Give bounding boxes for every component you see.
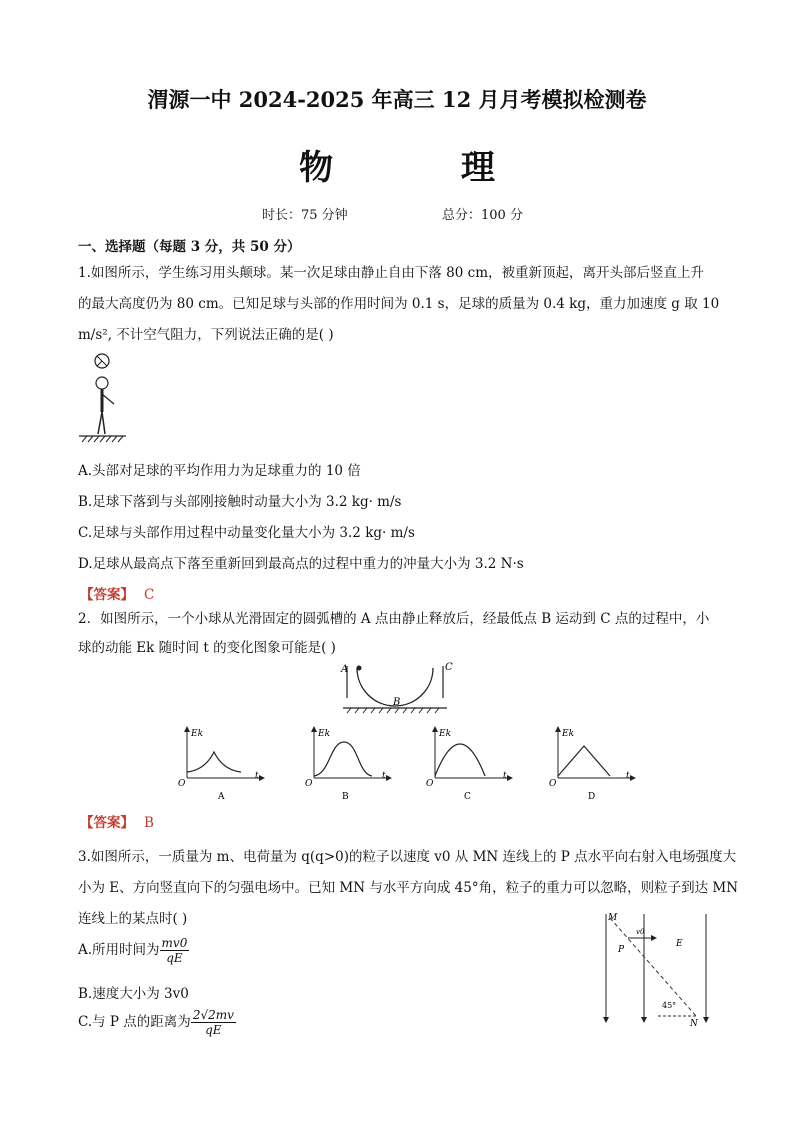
q1-line1: 1.如图所示，学生练习用头颠球。某一次足球由静止自由下落 80 cm，被重新顶起，离开头部后竖直上升 bbox=[78, 265, 705, 281]
graph-a-label: A bbox=[218, 792, 225, 802]
q2-answer bbox=[80, 811, 154, 831]
graph-d-ylabel: Ek bbox=[562, 729, 575, 739]
q2-graph-d bbox=[546, 726, 636, 802]
q3-option-c-prefix: C.与 P 点的距离为 bbox=[78, 1014, 191, 1030]
q1-line3: m/s², 不计空气阻力，下列说法正确的是( ) bbox=[78, 327, 334, 343]
graph-b-ylabel: Ek bbox=[318, 729, 331, 739]
subject-title: 物 理 bbox=[299, 148, 553, 188]
q3-option-c-numerator: 2√2mv bbox=[192, 1008, 234, 1022]
q2-graph-a bbox=[175, 726, 265, 802]
field-label-e: E bbox=[676, 939, 683, 949]
q3-option-c-denominator: qE bbox=[205, 1023, 222, 1037]
graph-d-origin: O bbox=[549, 779, 557, 789]
graph-c-label: C bbox=[464, 792, 471, 802]
field-label-m: M bbox=[608, 913, 618, 923]
field-label-angle: 45° bbox=[662, 1001, 677, 1010]
graph-a-ylabel: Ek bbox=[191, 729, 204, 739]
graph-b-xlabel: t bbox=[382, 771, 386, 781]
q2-answer-tag: 【答案】 bbox=[80, 815, 134, 831]
q1-answer bbox=[80, 583, 154, 603]
q3-option-a-numerator: mv0 bbox=[161, 936, 188, 950]
graph-a-xlabel: t bbox=[255, 771, 259, 781]
q3-option-a-prefix: A.所用时间为 bbox=[78, 942, 160, 958]
graph-d-label: D bbox=[588, 792, 596, 802]
graph-c-origin: O bbox=[426, 779, 434, 789]
q2-line2: 球的动能 Ek 随时间 t 的变化图象可能是( ) bbox=[78, 640, 336, 656]
q3-option-c bbox=[78, 1008, 236, 1037]
graph-a-origin: O bbox=[178, 779, 186, 789]
q3-option-a-fraction bbox=[160, 936, 190, 965]
bowl-label-a: A bbox=[341, 664, 349, 675]
bowl-label-b: B bbox=[393, 697, 401, 708]
q3-option-a-denominator: qE bbox=[166, 951, 183, 965]
q3-field-figure bbox=[598, 908, 716, 1028]
field-label-n: N bbox=[690, 1019, 698, 1028]
exam-title: 渭源一中 2024-2025 年高三 12 月月考模拟检测卷 bbox=[147, 87, 647, 112]
q3-line3: 连线上的某点时( ) bbox=[78, 911, 188, 927]
q2-answer-value: B bbox=[144, 815, 154, 831]
q2-graph-c bbox=[423, 726, 513, 802]
q1-figure-heading-ball bbox=[74, 350, 134, 445]
q3-line1: 3.如图所示，一质量为 m、电荷量为 q(q>0)的粒子以速度 v0 从 MN 连线上的 P 点水平向右射入电场强度大 bbox=[78, 849, 737, 865]
graph-b-label: B bbox=[342, 792, 349, 802]
q3-option-a bbox=[78, 936, 189, 965]
graph-c-xlabel: t bbox=[503, 771, 507, 781]
graph-b-origin: O bbox=[305, 779, 313, 789]
graph-c-ylabel: Ek bbox=[439, 729, 452, 739]
field-label-p: P bbox=[618, 945, 625, 955]
q1-option-a: A.头部对足球的平均作用力为足球重力的 10 倍 bbox=[78, 463, 361, 479]
q1-option-d: D.足球从最高点下落至重新回到最高点的过程中重力的冲量大小为 3.2 N·s bbox=[78, 556, 524, 572]
exam-duration: 时长：75 分钟 bbox=[262, 208, 348, 223]
q3-option-c-fraction bbox=[191, 1008, 236, 1037]
q1-line2: 的最大高度仍为 80 cm。已知足球与头部的作用时间为 0.1 s，足球的质量为 0.4 kg，重力加速度 g 取 10 bbox=[78, 296, 720, 312]
field-label-v0: v0 bbox=[636, 928, 645, 936]
q2-graph-b bbox=[302, 726, 392, 802]
bowl-label-c: C bbox=[445, 662, 453, 673]
q1-option-b: B.足球下落到与头部刚接触时动量大小为 3.2 kg· m/s bbox=[78, 494, 402, 510]
q3-line2: 小为 E、方向竖直向下的匀强电场中。已知 MN 与水平方向成 45°角，粒子的重力可以忽略，则粒子到达 MN bbox=[78, 880, 739, 896]
q2-bowl-figure bbox=[335, 658, 455, 718]
section-heading: 一、选择题（每题 3 分，共 50 分） bbox=[78, 239, 301, 255]
q1-answer-tag: 【答案】 bbox=[80, 587, 134, 603]
exam-total: 总分：100 分 bbox=[442, 208, 523, 223]
q3-option-b: B.速度大小为 3v0 bbox=[78, 986, 189, 1002]
graph-d-xlabel: t bbox=[626, 771, 630, 781]
q1-option-c: C.足球与头部作用过程中动量变化量大小为 3.2 kg· m/s bbox=[78, 525, 415, 541]
q1-answer-value: C bbox=[144, 587, 155, 603]
q2-line1: 2．如图所示，一个小球从光滑固定的圆弧槽的 A 点由静止释放后，经最低点 B 运动到 C 点的过程中，小 bbox=[78, 611, 710, 627]
